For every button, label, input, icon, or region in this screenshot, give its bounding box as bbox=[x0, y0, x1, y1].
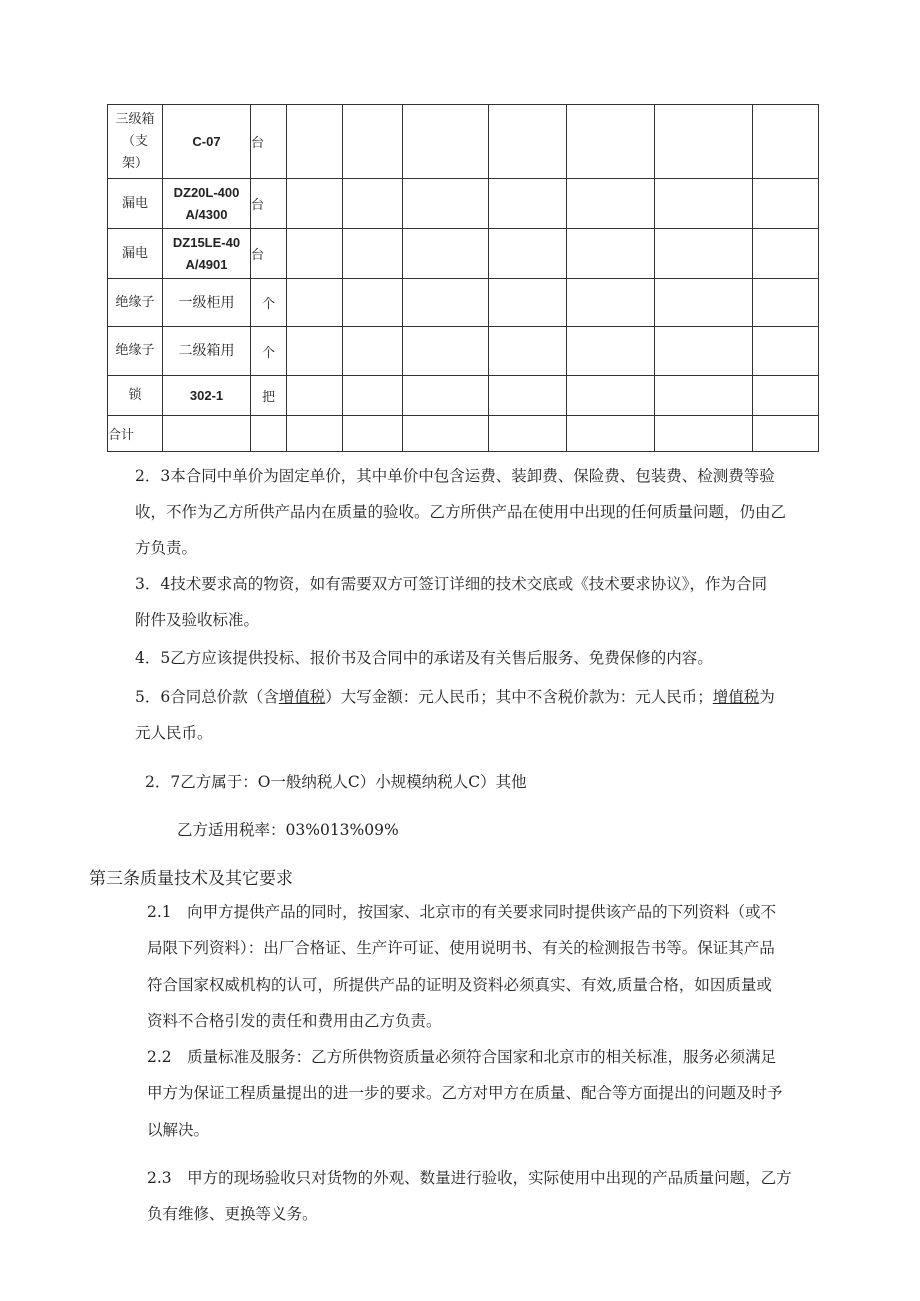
item-name-line: 锁 bbox=[128, 387, 142, 403]
empty-cell bbox=[287, 327, 343, 376]
empty-cell bbox=[567, 376, 655, 416]
clause-2-7: 2．7乙方属于：O一般纳税人C）小规模纳税人C）其他 bbox=[145, 773, 527, 791]
empty-cell bbox=[287, 105, 343, 179]
empty-cell bbox=[489, 105, 567, 179]
empty-cell bbox=[753, 179, 819, 229]
empty-cell bbox=[753, 327, 819, 376]
clause-2-3-line1: 2．3本合同中单价为固定单价，其中单价中包含运费、装卸费、保险费、包装费、检测费等验 bbox=[135, 467, 775, 485]
item-unit-cell: 个 bbox=[251, 279, 287, 327]
item-name-cell bbox=[108, 279, 163, 327]
empty-cell bbox=[753, 376, 819, 416]
item-name-line: 漏电 bbox=[121, 195, 148, 211]
empty-cell bbox=[489, 279, 567, 327]
item-model-line: C-07 bbox=[192, 133, 221, 149]
empty-cell bbox=[403, 376, 489, 416]
empty-cell bbox=[403, 279, 489, 327]
empty-cell bbox=[343, 376, 403, 416]
item-name-line: （支 bbox=[121, 133, 148, 149]
item-name-line: 绝缘子 bbox=[115, 343, 155, 358]
clause-3-4-line2: 附件及验收标准。 bbox=[135, 611, 260, 629]
empty-cell bbox=[251, 416, 287, 452]
table-row bbox=[108, 105, 819, 179]
empty-cell bbox=[163, 416, 251, 452]
clause-s3-2-1-line2: 局限下列资料）：出厂合格证、生产许可证、使用说明书、有关的检测报告书等。保证其产品 bbox=[147, 939, 775, 957]
item-model-cell bbox=[163, 179, 251, 229]
clause-s3-2-3-line1: 2.3 甲方的现场验收只对货物的外观、数量进行验收，实际使用中出现的产品质量问题，乙方 bbox=[147, 1169, 792, 1187]
empty-cell bbox=[567, 416, 655, 452]
empty-cell bbox=[403, 105, 489, 179]
clause-5-6-text-a: 5．6合同总价款（含 bbox=[135, 688, 279, 706]
clause-5-6-line2: 元人民币。 bbox=[135, 724, 213, 742]
item-name-cell bbox=[108, 229, 163, 279]
item-model-cell bbox=[163, 229, 251, 279]
table-row bbox=[108, 279, 819, 327]
section-3-heading: 第三条质量技术及其它要求 bbox=[89, 869, 293, 889]
empty-cell bbox=[343, 229, 403, 279]
empty-cell bbox=[403, 179, 489, 229]
item-name-cell bbox=[108, 327, 163, 376]
item-model-line: 302-1 bbox=[189, 387, 224, 403]
empty-cell bbox=[287, 229, 343, 279]
item-model-cell bbox=[163, 105, 251, 179]
empty-cell bbox=[655, 279, 753, 327]
clause-4-5: 4．5乙方应该提供投标、报价书及合同中的承诺及有关售后服务、免费保修的内容。 bbox=[135, 649, 713, 667]
empty-cell bbox=[753, 279, 819, 327]
clause-s3-2-3-line2: 负有维修、更换等义务。 bbox=[147, 1205, 318, 1223]
empty-cell bbox=[567, 179, 655, 229]
item-model-line: A/4901 bbox=[185, 256, 228, 272]
clause-5-6-line1 bbox=[135, 687, 775, 707]
item-unit-cell: 台 bbox=[251, 179, 287, 229]
item-model-line: 一级柜用 bbox=[178, 294, 235, 311]
empty-cell bbox=[655, 376, 753, 416]
empty-cell bbox=[489, 376, 567, 416]
clause-5-6-text-c: ）大写金额：元人民币；其中不含税价款为：元人民币； bbox=[325, 688, 713, 706]
empty-cell bbox=[343, 279, 403, 327]
item-unit-cell: 台 bbox=[251, 229, 287, 279]
item-model-line: A/4300 bbox=[185, 206, 228, 222]
clause-3-4-line1: 3．4技术要求高的物资，如有需要双方可签订详细的技术交底或《技术要求协议》，作为合同 bbox=[135, 575, 767, 593]
empty-cell bbox=[567, 229, 655, 279]
empty-cell bbox=[753, 416, 819, 452]
item-model-line: DZ20L-400 bbox=[173, 184, 240, 200]
total-row bbox=[108, 416, 819, 452]
clause-s3-2-2-line3: 以解决。 bbox=[147, 1121, 210, 1139]
empty-cell bbox=[655, 416, 753, 452]
item-unit-cell: 台 bbox=[251, 105, 287, 179]
empty-cell bbox=[567, 327, 655, 376]
item-name-line: 三级箱 bbox=[115, 111, 155, 127]
items-table bbox=[107, 104, 819, 452]
item-name-line: 架） bbox=[121, 155, 148, 171]
empty-cell bbox=[287, 179, 343, 229]
item-name-cell bbox=[108, 179, 163, 229]
empty-cell bbox=[489, 327, 567, 376]
clause-2-3-line2: 收，不作为乙方所供产品内在质量的验收。乙方所供产品在使用中出现的任何质量问题，仍由乙 bbox=[135, 503, 787, 521]
empty-cell bbox=[655, 229, 753, 279]
item-unit-cell: 个 bbox=[251, 327, 287, 376]
clause-s3-2-2-line2: 甲方为保证工程质量提出的进一步的要求。乙方对甲方在质量、配合等方面提出的问题及时予 bbox=[147, 1084, 783, 1102]
table-row bbox=[108, 179, 819, 229]
item-name-cell bbox=[108, 105, 163, 179]
empty-cell bbox=[489, 416, 567, 452]
empty-cell bbox=[489, 229, 567, 279]
empty-cell bbox=[403, 327, 489, 376]
vat-term-1: 增值税 bbox=[278, 688, 326, 706]
empty-cell bbox=[655, 327, 753, 376]
table-row bbox=[108, 376, 819, 416]
vat-term-2: 增值税 bbox=[712, 688, 760, 706]
item-unit-cell: 把 bbox=[251, 376, 287, 416]
empty-cell bbox=[753, 229, 819, 279]
clause-s3-2-2-line1: 2.2 质量标准及服务：乙方所供物资质量必须符合国家和北京市的相关标准，服务必须满足 bbox=[147, 1048, 777, 1066]
empty-cell bbox=[343, 105, 403, 179]
empty-cell bbox=[655, 179, 753, 229]
tax-rate-line: 乙方适用税率：03%013%09% bbox=[177, 821, 399, 839]
clause-s3-2-1-line4: 资料不合格引发的责任和费用由乙方负责。 bbox=[147, 1012, 442, 1030]
clause-s3-2-1-line3: 符合国家权威机构的认可，所提供产品的证明及资料必须真实、有效,质量合格，如因质量或 bbox=[147, 976, 772, 994]
empty-cell bbox=[489, 179, 567, 229]
empty-cell bbox=[343, 327, 403, 376]
item-model-cell bbox=[163, 327, 251, 376]
table-row bbox=[108, 327, 819, 376]
clause-s3-2-1-line1: 2.1 向甲方提供产品的同时，按国家、北京市的有关要求同时提供该产品的下列资料（或不 bbox=[147, 903, 777, 921]
table-row bbox=[108, 229, 819, 279]
empty-cell bbox=[655, 105, 753, 179]
item-name-cell bbox=[108, 376, 163, 416]
empty-cell bbox=[343, 416, 403, 452]
empty-cell bbox=[403, 229, 489, 279]
item-name-line: 绝缘子 bbox=[115, 294, 155, 310]
clause-5-6-text-e: 为 bbox=[759, 688, 775, 706]
item-name-line: 漏电 bbox=[121, 245, 148, 261]
empty-cell bbox=[287, 279, 343, 327]
empty-cell bbox=[287, 416, 343, 452]
empty-cell bbox=[403, 416, 489, 452]
item-model-line: DZ15LE-40 bbox=[172, 234, 241, 250]
empty-cell bbox=[567, 279, 655, 327]
empty-cell bbox=[343, 179, 403, 229]
item-model-line: 二级箱用 bbox=[178, 343, 235, 359]
item-model-cell bbox=[163, 376, 251, 416]
empty-cell bbox=[753, 105, 819, 179]
empty-cell bbox=[567, 105, 655, 179]
item-model-cell bbox=[163, 279, 251, 327]
total-label: 合计 bbox=[108, 416, 163, 452]
empty-cell bbox=[287, 376, 343, 416]
clause-2-3-line3: 方负责。 bbox=[135, 539, 198, 557]
